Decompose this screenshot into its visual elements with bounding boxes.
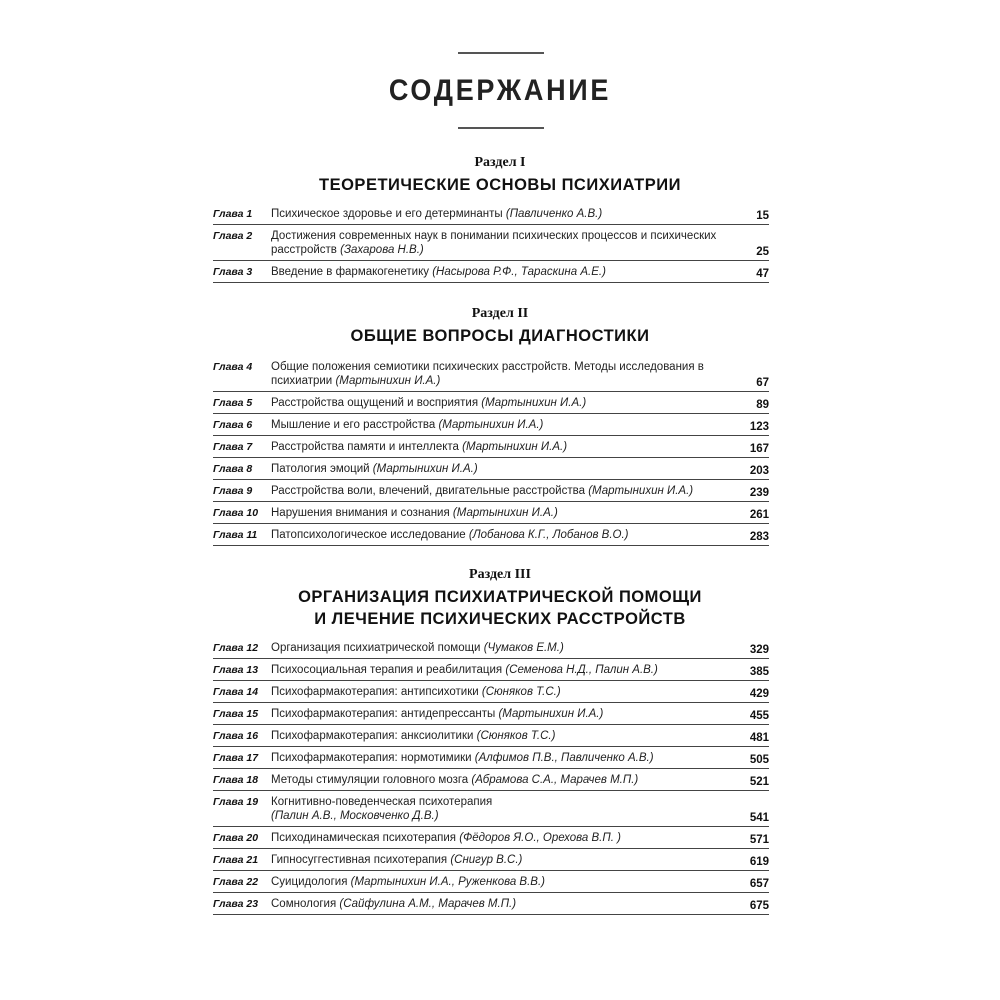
toc-entry[interactable] (213, 440, 769, 458)
toc-entry[interactable] (213, 897, 769, 915)
chapter-authors: (Мартынихин И.А.) (438, 419, 544, 431)
chapter-title: Психосоциальная терапия и реабилитация (271, 664, 503, 676)
chapter-label: Глава 15 (213, 708, 259, 720)
chapter-label: Глава 3 (213, 266, 253, 278)
toc-entry[interactable] (213, 396, 769, 414)
chapter-authors: (Мартынихин И.А.) (452, 507, 558, 519)
section-label: Раздел III (469, 567, 531, 582)
chapter-label: Глава 4 (213, 361, 253, 373)
chapter-title: Психическое здоровье и его детерминанты (271, 208, 503, 220)
page-number: 541 (749, 812, 769, 824)
page-number: 15 (756, 210, 769, 222)
page-number: 239 (749, 487, 769, 499)
chapter-label: Глава 11 (213, 529, 258, 541)
section-title: ОБЩИЕ ВОПРОСЫ ДИАГНОСТИКИ (350, 327, 650, 345)
page-number: 47 (756, 268, 769, 280)
chapter-label: Глава 22 (213, 876, 259, 888)
chapter-authors: (Мартынихин И.А., Руженкова В.В.) (350, 876, 545, 888)
page-number: 429 (749, 688, 769, 700)
chapter-label: Глава 9 (213, 485, 253, 497)
chapter-title: Общие положения семиотики психических расстройств. Методы исследования в психиатрии (271, 361, 704, 387)
chapter-title: Психодинамическая психотерапия (271, 832, 457, 844)
toc-entry[interactable] (213, 484, 769, 502)
toc-entry[interactable] (213, 265, 769, 283)
chapter-authors: (Семенова Н.Д., Палин А.В.) (505, 664, 658, 676)
section-title: ОРГАНИЗАЦИЯ ПСИХИАТРИЧЕСКОЙ ПОМОЩИ И ЛЕЧЕНИЕ ПСИХИЧЕСКИХ РАССТРОЙСТВ (298, 588, 702, 628)
toc-entry[interactable] (213, 685, 769, 703)
chapter-label: Глава 10 (213, 507, 259, 519)
toc-entry[interactable] (213, 663, 769, 681)
chapter-title: Психофармакотерапия: антидепрессанты (271, 708, 496, 720)
chapter-authors: (Чумаков Е.М.) (483, 642, 564, 654)
page-number: 619 (749, 856, 769, 868)
chapter-authors: (Павличенко А.В.) (505, 208, 603, 220)
chapter-authors: (Мартынихин И.А.) (462, 441, 568, 453)
chapter-authors: (Лобанова К.Г., Лобанов В.О.) (468, 529, 629, 541)
chapter-title: Нарушения внимания и сознания (271, 507, 450, 519)
chapter-title: Психофармакотерапия: нормотимики (271, 752, 472, 764)
chapter-label: Глава 2 (213, 230, 253, 242)
title-top-rule (458, 52, 544, 54)
toc-entry[interactable] (213, 773, 769, 791)
toc-entry[interactable] (213, 641, 769, 659)
chapter-authors: (Мартынихин И.А.) (481, 397, 587, 409)
page-number: 521 (749, 776, 769, 788)
chapter-label: Глава 14 (213, 686, 259, 698)
chapter-title: Сомнология (271, 898, 337, 910)
chapter-label: Глава 19 (213, 796, 259, 808)
chapter-label: Глава 18 (213, 774, 259, 786)
chapter-label: Глава 1 (213, 208, 253, 220)
chapter-authors: (Захарова Н.В.) (340, 244, 424, 256)
page-number: 261 (749, 509, 769, 521)
page-number: 283 (749, 531, 769, 543)
page-number: 505 (749, 754, 769, 766)
chapter-title: Когнитивно-поведенческая психотерапия (271, 796, 493, 808)
chapter-title: Расстройства ощущений и восприятия (271, 397, 479, 409)
chapter-label: Глава 13 (213, 664, 259, 676)
chapter-title: Психофармакотерапия: антипсихотики (271, 686, 479, 698)
chapter-title: Достижения современных наук в понимании психических процессов и психических расстройств (271, 230, 717, 256)
chapter-label: Глава 6 (213, 419, 253, 431)
toc-entry[interactable] (213, 207, 769, 225)
chapter-authors: (Мартынихин И.А.) (372, 463, 478, 475)
chapter-authors: (Фёдоров Я.О., Орехова В.П. ) (459, 832, 621, 844)
chapter-label: Глава 8 (213, 463, 253, 475)
title-bottom-rule (458, 127, 544, 129)
section-label: Раздел II (471, 306, 529, 321)
toc-entry[interactable] (213, 853, 769, 871)
toc-entry[interactable] (213, 360, 769, 392)
page-number: 89 (756, 399, 769, 411)
page-number: 675 (749, 900, 769, 912)
toc-entry[interactable] (213, 751, 769, 769)
toc-entry[interactable] (213, 418, 769, 436)
chapter-authors: (Алфимов П.В., Павличенко А.В.) (474, 752, 654, 764)
toc-entry[interactable] (213, 462, 769, 480)
section-label: Раздел I (474, 155, 526, 170)
chapter-authors: (Насырова Р.Ф., Тараскина А.Е.) (432, 266, 606, 278)
section-title: ТЕОРЕТИЧЕСКИЕ ОСНОВЫ ПСИХИАТРИИ (319, 176, 681, 194)
page-number: 25 (756, 246, 769, 258)
chapter-authors: (Мартынихин И.А.) (498, 708, 604, 720)
chapter-title: Методы стимуляции головного мозга (271, 774, 469, 786)
chapter-label: Глава 5 (213, 397, 253, 409)
chapter-label: Глава 17 (213, 752, 259, 764)
chapter-authors: (Сюняков Т.С.) (476, 730, 556, 742)
page-number: 385 (749, 666, 769, 678)
chapter-title: Патология эмоций (271, 463, 370, 475)
chapter-label: Глава 12 (213, 642, 259, 654)
toc-entry[interactable] (213, 729, 769, 747)
chapter-authors: (Снигур В.С.) (450, 854, 523, 866)
chapter-title: Суицидология (271, 876, 348, 888)
chapter-title: Психофармакотерапия: анксиолитики (271, 730, 474, 742)
chapter-title: Патопсихологическое исследование (271, 529, 466, 541)
chapter-label: Глава 23 (213, 898, 259, 910)
page-number: 167 (749, 443, 769, 455)
chapter-title: Организация психиатрической помощи (271, 642, 481, 654)
chapter-title: Гипносуггестивная психотерапия (271, 854, 448, 866)
page-number: 203 (749, 465, 769, 477)
page-number: 455 (749, 710, 769, 722)
page-number: 123 (749, 421, 769, 433)
page-number: 571 (749, 834, 769, 846)
chapter-title: Мышление и его расстройства (271, 419, 436, 431)
chapter-title: Введение в фармакогенетику (271, 266, 429, 278)
toc-entry[interactable] (213, 229, 769, 261)
chapter-authors: (Мартынихин И.А.) (588, 485, 694, 497)
chapter-title: Расстройства памяти и интеллекта (271, 441, 459, 453)
toc-entry[interactable] (213, 795, 769, 827)
toc-entry[interactable] (213, 506, 769, 524)
chapter-label: Глава 7 (213, 441, 253, 453)
page-number: 481 (749, 732, 769, 744)
toc-entry[interactable] (213, 831, 769, 849)
chapter-authors: (Сайфулина А.М., Марачев М.П.) (339, 898, 517, 910)
chapter-label: Глава 21 (213, 854, 259, 866)
chapter-label: Глава 20 (213, 832, 259, 844)
chapter-authors: (Палин А.В., Московченко Д.В.) (271, 810, 439, 822)
page-number: 657 (749, 878, 769, 890)
chapter-authors: (Абрамова С.А., Марачев М.П.) (471, 774, 639, 786)
chapter-title: Расстройства воли, влечений, двигательные расстройства (271, 485, 586, 497)
chapter-authors: (Мартынихин И.А.) (335, 375, 441, 387)
page-number: 67 (756, 377, 769, 389)
chapter-authors: (Сюняков Т.С.) (481, 686, 561, 698)
page-title: СОДЕРЖАНИЕ (388, 74, 612, 107)
toc-entry[interactable] (213, 875, 769, 893)
toc-entry[interactable] (213, 528, 769, 546)
toc-entry[interactable] (213, 707, 769, 725)
chapter-label: Глава 16 (213, 730, 259, 742)
page-number: 329 (749, 644, 769, 656)
